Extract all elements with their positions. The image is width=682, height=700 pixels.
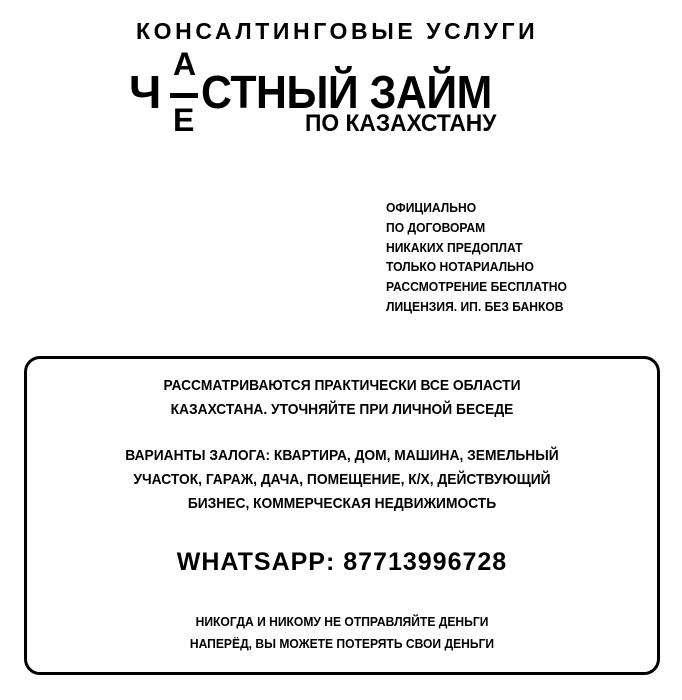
feature-item: ОФИЦИАЛЬНО — [386, 200, 477, 215]
consulting-services-subtitle: КОНСАЛТИНГОВЫЕ УСЛУГИ — [136, 18, 539, 44]
feature-item: ПО ДОГОВОРАМ — [386, 219, 486, 235]
info-box — [24, 356, 660, 675]
text-line: РАССМАТРИВАЮТСЯ ПРАКТИЧЕСКИ ВСЕ ОБЛАСТИ — [163, 377, 521, 394]
feature-item: НИКАКИХ ПРЕДОПЛАТ — [386, 239, 523, 255]
text-line: БИЗНЕС, КОММЕРЧЕСКАЯ НЕДВИЖИМОСТЬ — [187, 495, 497, 512]
text-line: КАЗАХСТАНА. УТОЧНЯЙТЕ ПРИ ЛИЧНОЙ БЕСЕДЕ — [170, 401, 514, 418]
feature-item: РАССМОТРЕНИЕ БЕСПЛАТНО — [386, 279, 567, 295]
regions-text — [52, 374, 632, 422]
logo-letter-ch: Ч — [129, 66, 162, 118]
text-line: НИКОГДА И НИКОМУ НЕ ОТПРАВЛЯЙТЕ ДЕНЬГИ — [195, 614, 489, 629]
collateral-text — [52, 444, 632, 516]
whatsapp-contact: WHATSAPP: 87713996728 — [176, 548, 508, 576]
logo-title: СТНЫЙ ЗАЙМ — [201, 66, 492, 118]
feature-item: ЛИЦЕНЗИЯ. ИП. БЕЗ БАНКОВ — [386, 298, 564, 314]
text-line: НАПЕРЁД, ВЫ МОЖЕТЕ ПОТЕРЯТЬ СВОИ ДЕНЬГИ — [189, 636, 495, 651]
logo-letter-a: А — [173, 46, 197, 82]
text-line: ВАРИАНТЫ ЗАЛОГА: КВАРТИРА, ДОМ, МАШИНА, ЗЕМЕЛЬНЫЙ — [125, 447, 559, 464]
feature-item: ТОЛЬКО НОТАРИАЛЬНО — [386, 259, 534, 275]
logo-letter-e: Е — [173, 102, 195, 138]
logo-divider — [170, 93, 198, 98]
features-list — [386, 198, 567, 317]
logo-region: ПО КАЗАХСТАНУ — [305, 110, 497, 137]
warning-text — [49, 611, 635, 655]
text-line: УЧАСТОК, ГАРАЖ, ДАЧА, ПОМЕЩЕНИЕ, К/Х, ДЕЙСТВУЮЩИЙ — [133, 471, 551, 488]
